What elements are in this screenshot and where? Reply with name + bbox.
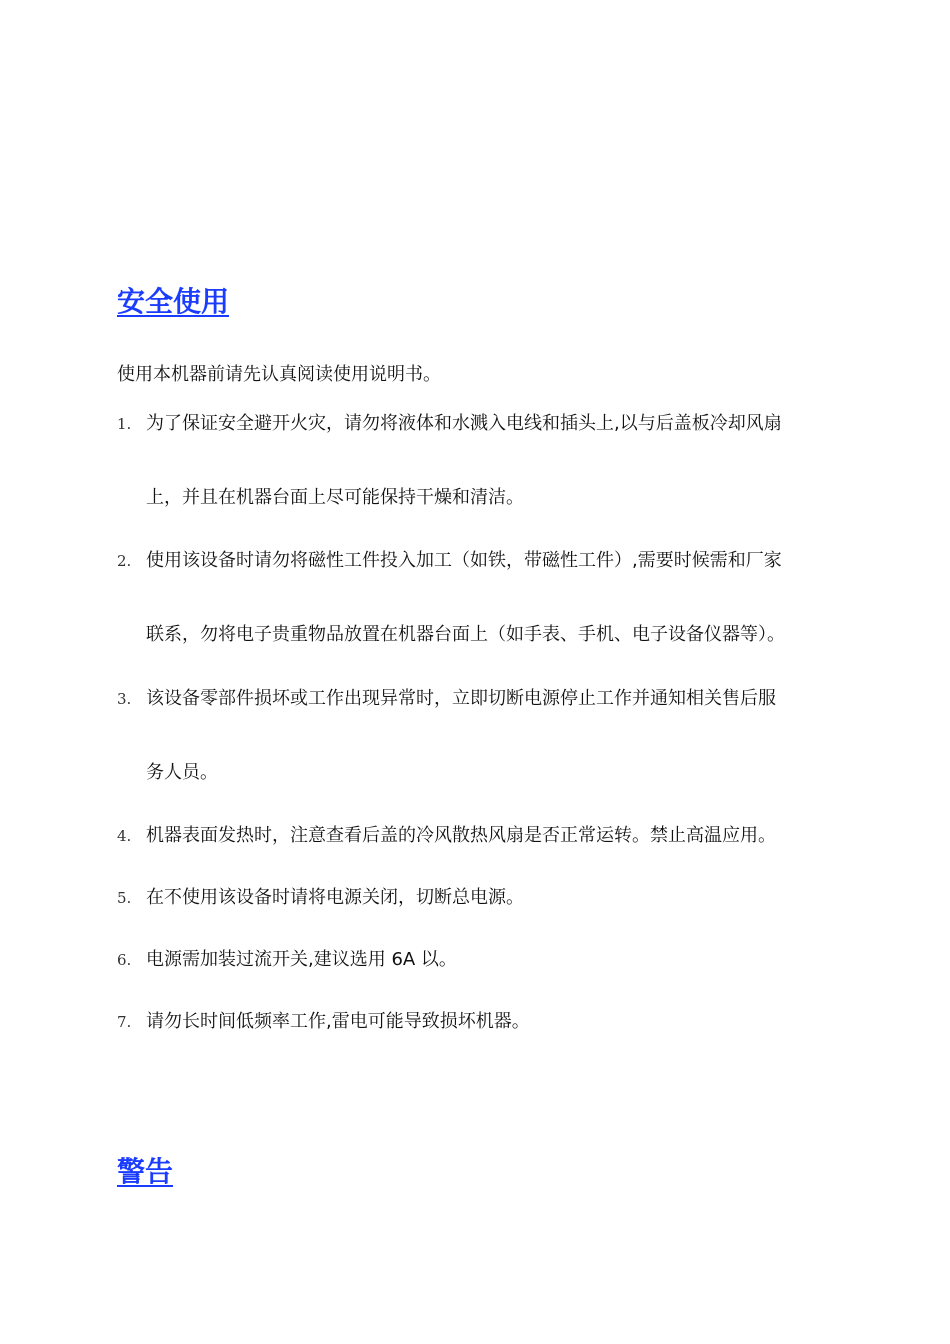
list-item-text: 电源需加装过流开关,建议选用 6A 以。 bbox=[146, 949, 457, 970]
list-item-number: 5. bbox=[117, 889, 132, 907]
list-item-text: 上，并且在机器台面上尽可能保持干燥和清洁。 bbox=[146, 487, 524, 508]
list-item-number: 7. bbox=[117, 1013, 132, 1031]
list-item-text: 联系，勿将电子贵重物品放置在机器台面上（如手表、手机、电子设备仪器等）。 bbox=[146, 624, 785, 645]
intro-text: 使用本机器前请先认真阅读使用说明书。 bbox=[117, 364, 441, 385]
list-item-number: 1. bbox=[117, 415, 132, 433]
list-item-text: 机器表面发热时，注意查看后盖的冷风散热风扇是否正常运转。禁止高温应用。 bbox=[146, 825, 776, 846]
list-item-text: 在不使用该设备时请将电源关闭，切断总电源。 bbox=[146, 887, 524, 908]
list-item-text: 请勿长时间低频率工作,雷电可能导致损坏机器。 bbox=[146, 1011, 530, 1032]
section-heading-safety: 安全使用 bbox=[117, 285, 230, 318]
list-item-text: 务人员。 bbox=[146, 762, 218, 783]
section-heading-warning: 警告 bbox=[117, 1155, 174, 1188]
list-item-number: 4. bbox=[117, 827, 132, 845]
list-item-text: 该设备零部件损坏或工作出现异常时，立即切断电源停止工作并通知相关售后服 bbox=[146, 688, 776, 709]
list-item-text: 使用该设备时请勿将磁性工件投入加工（如铁，带磁性工件）,需要时候需和厂家 bbox=[146, 550, 782, 571]
list-item-number: 6. bbox=[117, 951, 132, 969]
list-item-number: 3. bbox=[117, 690, 132, 708]
list-item-text: 为了保证安全避开火灾，请勿将液体和水溅入电线和插头上,以与后盖板冷却风扇 bbox=[146, 413, 782, 434]
list-item-number: 2. bbox=[117, 552, 132, 570]
